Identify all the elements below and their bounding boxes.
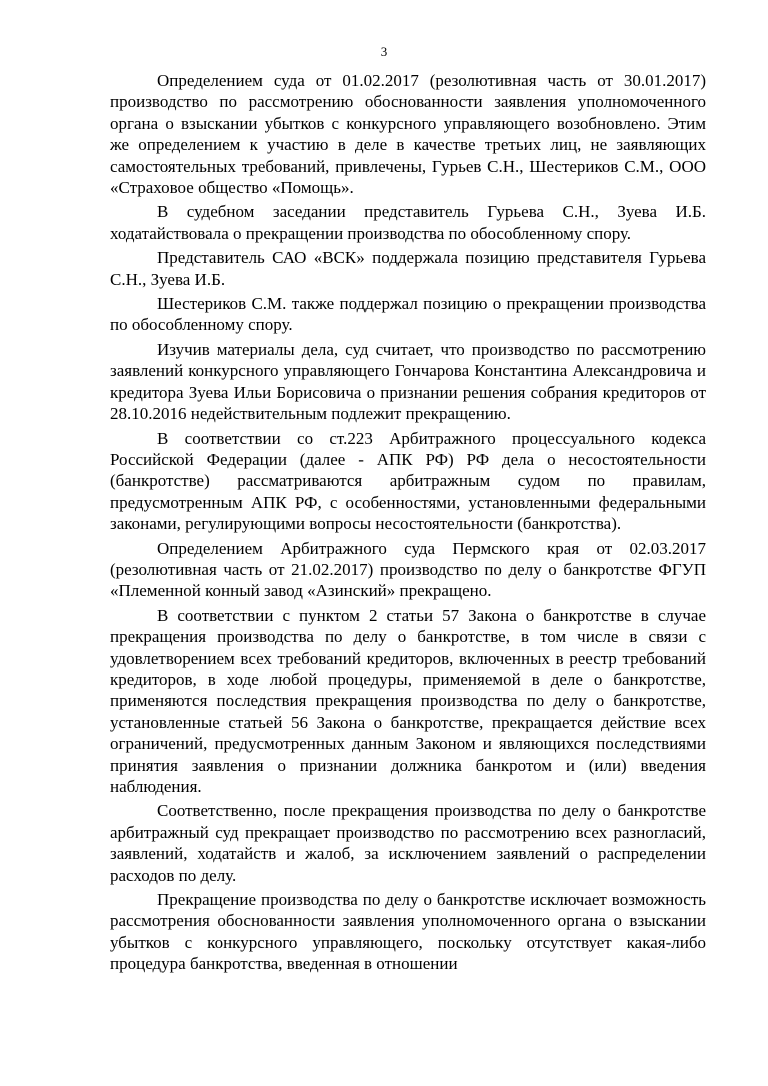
paragraph: В соответствии с пунктом 2 статьи 57 Закона о банкротстве в случае прекращения производства по делу о банкротстве, в том числе в связи с удовлетворением всех требований кредиторов, включенных в реестр требований кредиторов, в ходе любой процедуры, применяемой в деле о банкротстве, применяются последствия прекращения производства по делу о банкротстве, установленные статьей 56 Закона о банкротстве, прекращается действие всех ограничений, предусмотренных данным Законом и являющихся последствиями принятия заявления о признании должника банкротом и (или) введения наблюдения. <box>110 605 706 796</box>
paragraph: Соответственно, после прекращения производства по делу о банкротстве арбитражный суд прекращает производство по рассмотрению всех разногласий, заявлений, ходатайств и жалоб, за исключением заявлений о распределении расходов по делу. <box>110 801 706 885</box>
paragraph: Определением суда от 01.02.2017 (резолютивная часть от 30.01.2017) производство по рассмотрению обоснованности заявления уполномоченного органа о взыскании убытков с конкурсного управляющего возобновлено. Этим же определением к участию в деле в качестве третьих лиц, не заявляющих самостоятельных требований, привлечены, Гурьев С.Н., Шестериков С.М., ООО «Страховое общество «Помощь». <box>110 71 706 198</box>
page-number: 3 <box>380 44 388 59</box>
paragraph: Представитель САО «ВСК» поддержала позицию представителя Гурьева С.Н., Зуева И.Б. <box>110 248 706 289</box>
paragraph: Шестериков С.М. также поддержал позицию о прекращении производства по обособленному спору. <box>110 294 706 335</box>
paragraph: В судебном заседании представитель Гурьева С.Н., Зуева И.Б. ходатайствовала о прекращении производства по обособленному спору. <box>110 202 706 243</box>
document-body <box>110 70 706 978</box>
paragraph: В соответствии со ст.223 Арбитражного процессуального кодекса Российской Федерации (далее - АПК РФ) РФ дела о несостоятельности (банкротстве) рассматриваются арбитражным судом по правилам, предусмотренным АПК РФ, с особенностями, установленными федеральными законами, регулирующими вопросы несостоятельности (банкротства). <box>110 428 706 534</box>
paragraph: Прекращение производства по делу о банкротстве исключает возможность рассмотрения обоснованности заявления уполномоченного органа о взыскании убытков с конкурсного управляющего, поскольку отсутствует какая-либо процедура банкротства, введенная в отношении <box>110 890 706 974</box>
paragraph: Определением Арбитражного суда Пермского края от 02.03.2017 (резолютивная часть от 21.02.2017) производство по делу о банкротстве ФГУП «Племенной конный завод «Азинский» прекращено. <box>110 538 706 601</box>
paragraph: Изучив материалы дела, суд считает, что производство по рассмотрению заявлений конкурсного управляющего Гончарова Константина Александровича и кредитора Зуева Ильи Борисовича о признании решения собрания кредиторов от 28.10.2016 недействительным подлежит прекращению. <box>110 339 706 424</box>
